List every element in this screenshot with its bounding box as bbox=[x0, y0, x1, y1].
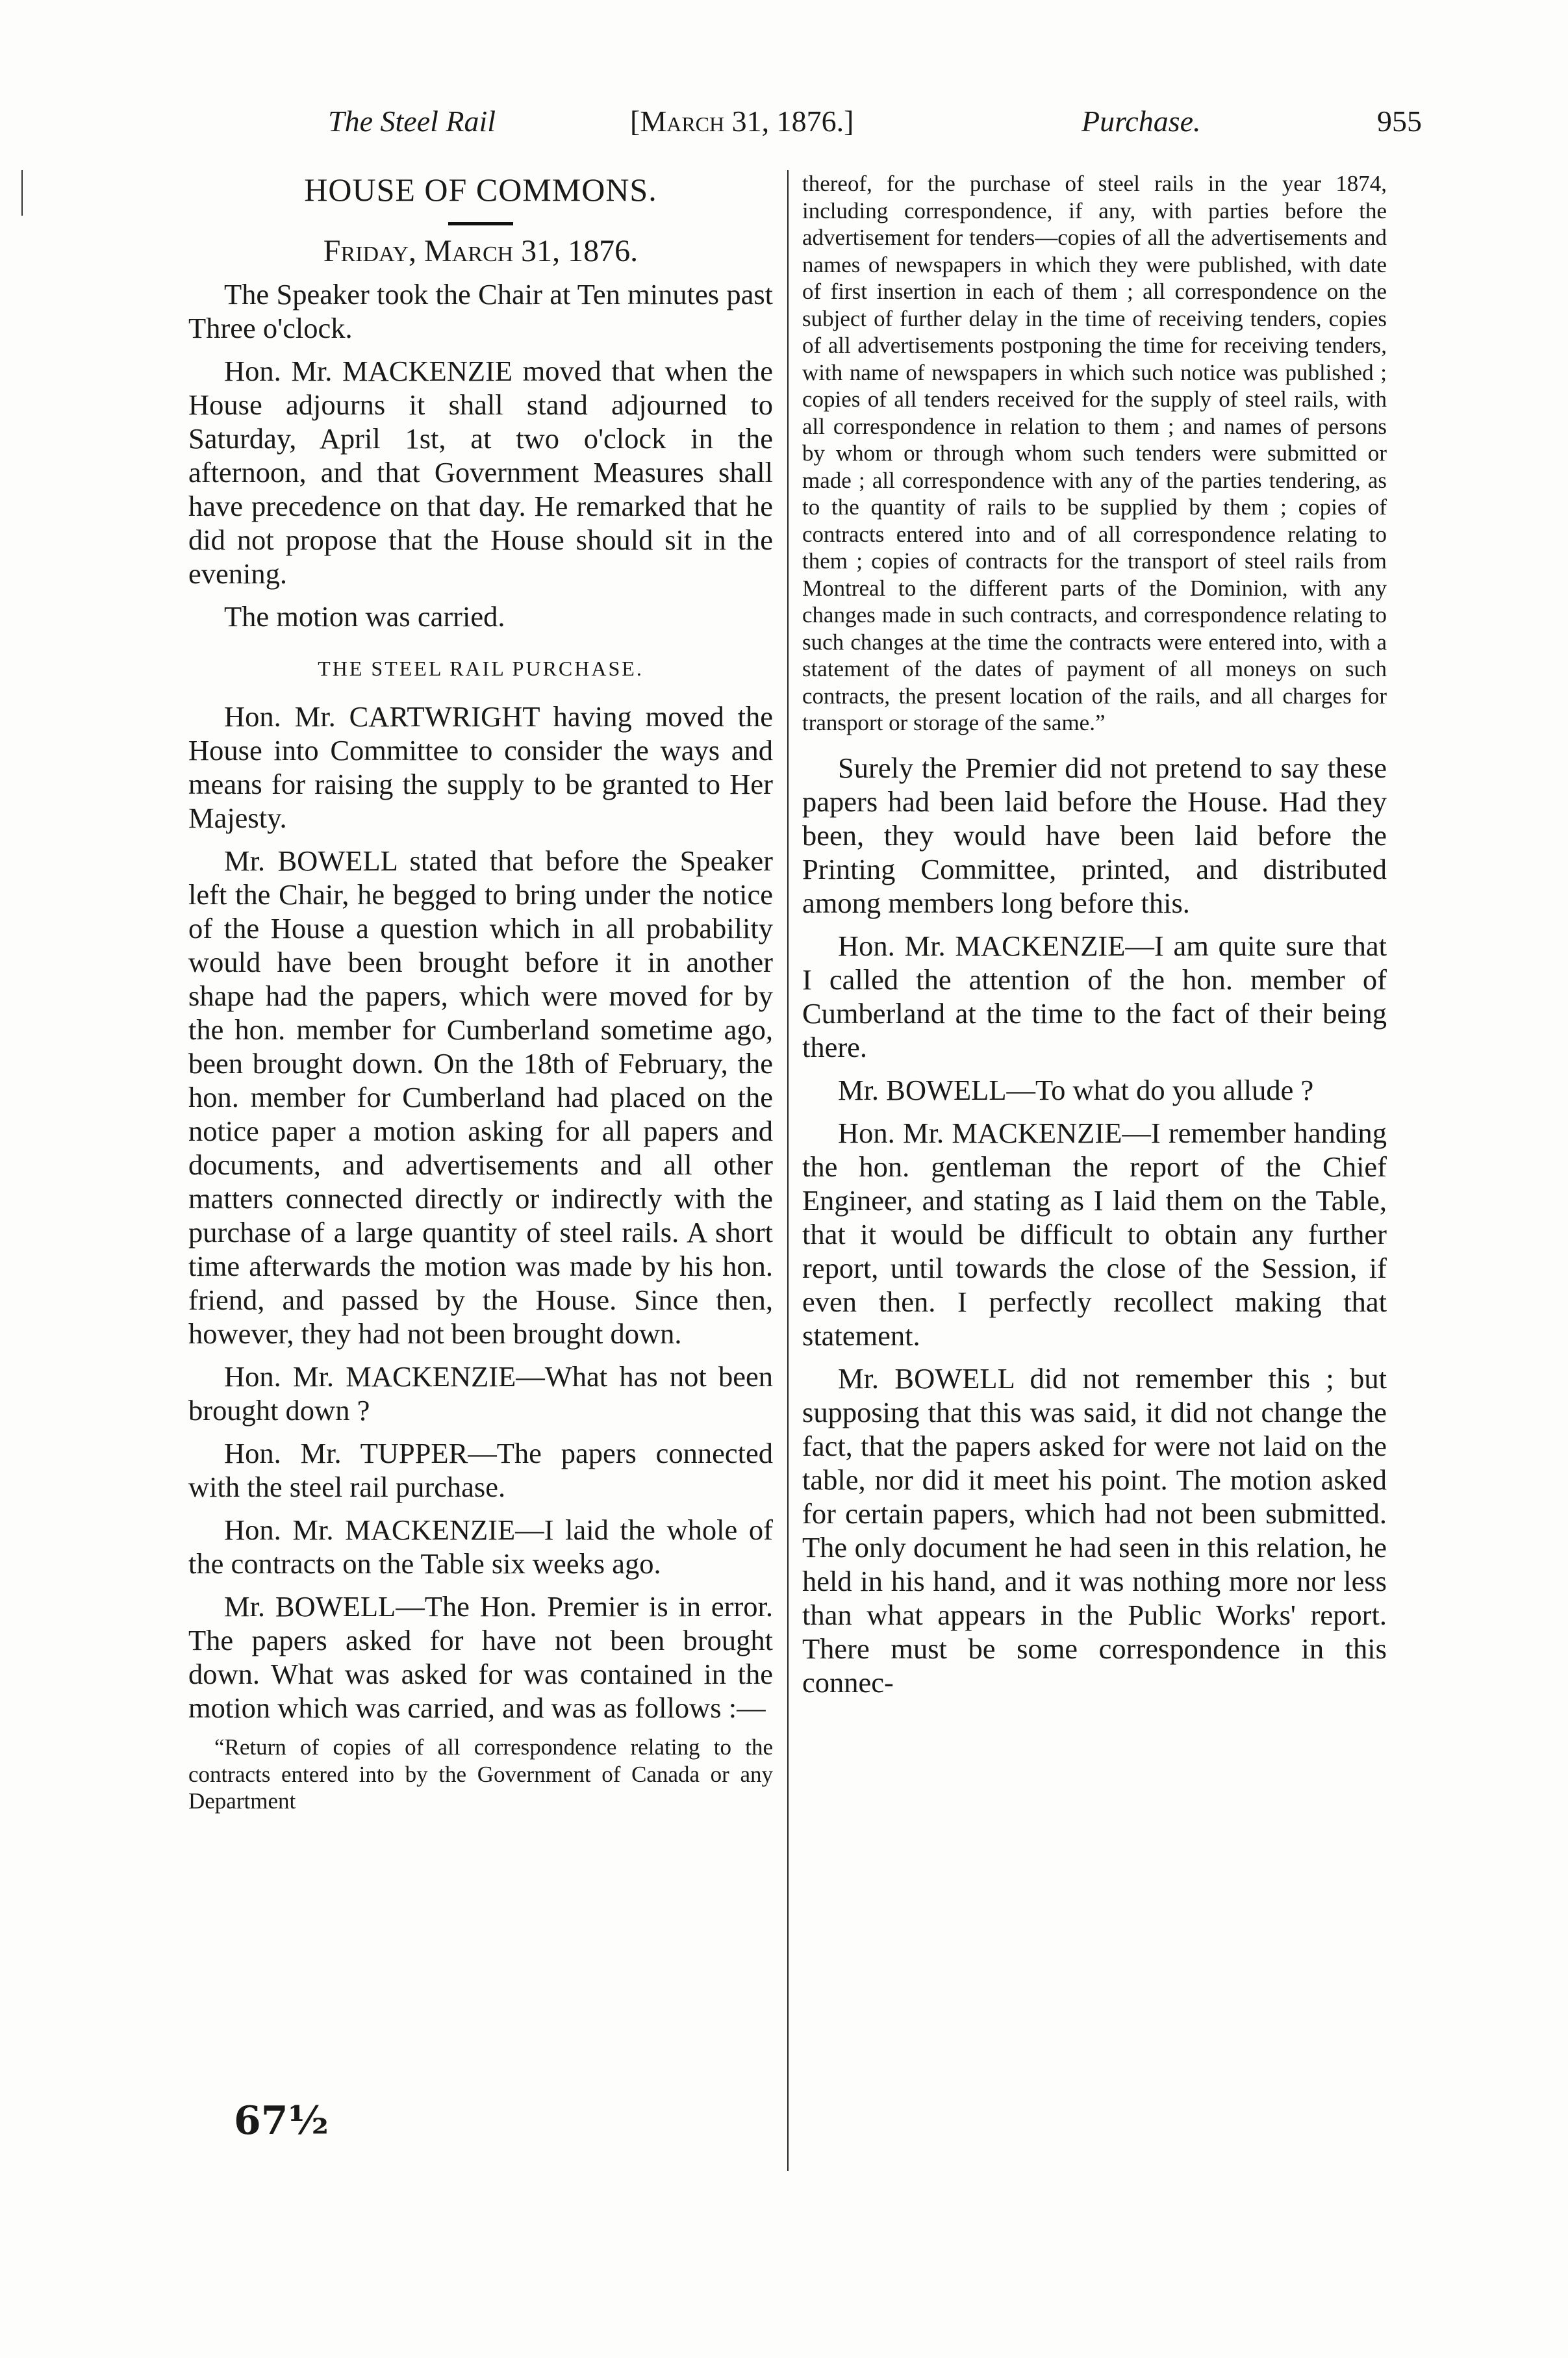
paragraph: The Speaker took the Chair at Ten minutes past Three o'clock. bbox=[188, 278, 773, 344]
printer-signature-mark: 67½ bbox=[234, 2098, 329, 2144]
header-date: [March 31, 1876.] bbox=[630, 105, 854, 138]
title-rule bbox=[448, 222, 513, 225]
quoted-motion-start: “Return of copies of all correspondence relating to the contracts entered into by the Government of Canada or any Department bbox=[188, 1734, 773, 1814]
section-heading: THE STEEL RAIL PURCHASE. bbox=[318, 657, 644, 680]
paragraph: Hon. Mr. MACKENZIE—I laid the whole of the contracts on the Table six weeks ago. bbox=[188, 1514, 773, 1580]
house-title: HOUSE OF COMMONS. bbox=[304, 171, 657, 208]
margin-mark bbox=[21, 170, 23, 216]
paragraph: Mr. BOWELL did not remember this ; but supposing that this was said, it did not change the fact, that the papers asked for were not laid on the table, nor did it meet his point. The motion asked for certain papers, which had not been submitted. The only document he had seen in this relation, he held in his hand, and it was nothing more nor less than what appears in the Public Works' report. There must be some correspondence in this connec- bbox=[802, 1362, 1387, 1699]
right-column bbox=[802, 170, 1387, 1708]
running-header bbox=[0, 104, 1568, 156]
paragraph: Hon. Mr. MACKENZIE—What has not been brought down ? bbox=[188, 1360, 773, 1426]
paragraph: Hon. Mr. MACKENZIE moved that when the House adjourns it shall stand adjourned to Saturday, April 1st, at two o'clock in the afternoon, and that Government Measures shall have precedence on that day. He remarked that he did not propose that the House should sit in the evening. bbox=[188, 355, 773, 590]
paragraph: Surely the Premier did not pretend to say these papers had been laid before the House. Had they been, they would have been laid before the Printing Committee, printed, and distributed among members long before this. bbox=[802, 751, 1387, 919]
paragraph: The motion was carried. bbox=[224, 600, 505, 633]
column-divider bbox=[787, 170, 789, 2171]
paragraph: Hon. Mr. TUPPER—The papers connected with the steel rail purchase. bbox=[188, 1437, 773, 1503]
left-column bbox=[188, 170, 773, 1825]
header-left-title: The Steel Rail bbox=[328, 105, 496, 138]
paragraph: Hon. Mr. CARTWRIGHT having moved the House into Committee to consider the ways and means for raising the supply to be granted to Her Majesty. bbox=[188, 700, 773, 834]
sitting-date: Friday, March 31, 1876. bbox=[323, 234, 639, 268]
paragraph: Mr. BOWELL—The Hon. Premier is in error. The papers asked for have not been brought down. What was asked for was contained in the motion which was carried, and was as follows :— bbox=[188, 1590, 773, 1724]
page-number: 955 bbox=[1377, 105, 1422, 138]
header-right-title: Purchase. bbox=[1081, 105, 1201, 138]
quoted-motion-continuation: thereof, for the purchase of steel rails in the year 1874, including correspondence, if any, with parties before the advertisement for tenders—copies of all the advertisements and names of newspapers in which they were published, with date of first insertion in each of them ; all correspondence on the subject of further delay in the time of receiving tenders, copies of all advertisements postponing the time for receiving tenders, with name of newspapers in which such notice was published ; copies of all tenders received for the supply of steel rails, with all correspondence in relation to them ; and names of persons by whom or through whom such tenders were submitted or made ; all correspondence with any of the parties tendering, as to the quantity of rails to be supplied by them ; copies of contracts entered into and of all correspondence relating to them ; copies of contracts for the transport of steel rails from Montreal to the different parts of the Dominion, with any changes made in such contracts, and correspondence relating to such changes at the time the contracts were entered into, with a statement of the dates of payment of all moneys on such contracts, the present location of the rails, and all charges for transport or storage of the same.” bbox=[802, 171, 1387, 735]
paragraph: Hon. Mr. MACKENZIE—I am quite sure that I called the attention of the hon. member of Cumberland at the time to the fact of their being there. bbox=[802, 929, 1387, 1063]
paragraph: Mr. BOWELL stated that before the Speaker left the Chair, he begged to bring under the notice of the House a question which in all probability would have been brought before it in another shape had the papers, which were moved for by the hon. member for Cumberland sometime ago, been brought down. On the 18th of February, the hon. member for Cumberland had placed on the notice paper a motion asking for all papers and documents, and advertisements and all other matters connected directly or indirectly with the purchase of a large quantity of steel rails. A short time afterwards the motion was made by his hon. friend, and passed by the House. Since then, however, they had not been brought down. bbox=[188, 844, 773, 1350]
paragraph: Mr. BOWELL—To what do you allude ? bbox=[838, 1073, 1314, 1106]
paragraph: Hon. Mr. MACKENZIE—I remember handing the hon. gentleman the report of the Chief Engineer, and stating as I laid them on the Table, that it would be difficult to obtain any further report, until towards the close of the Session, if even then. I perfectly recollect making that statement. bbox=[802, 1116, 1387, 1352]
